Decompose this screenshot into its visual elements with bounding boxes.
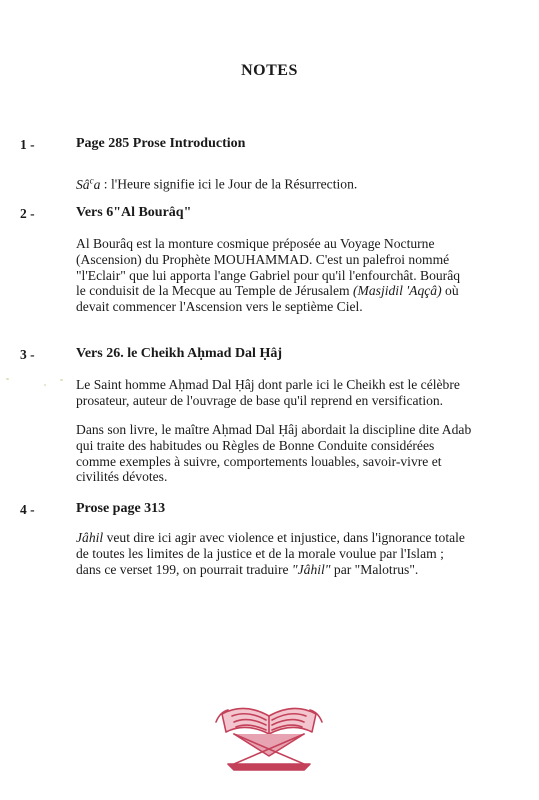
scan-speck xyxy=(6,378,9,380)
note-3-line-6: civilités dévotes. xyxy=(76,469,168,485)
scan-speck xyxy=(60,379,63,381)
note-3-line-4: qui traite des habitudes ou Règles de Bonne Conduite considérées xyxy=(76,437,435,453)
note-2-line-5: devait commencer l'Ascension vers le septième Ciel. xyxy=(76,299,363,315)
note-3-heading: Vers 26. le Cheikh Aḥmad Dal Ḥâj xyxy=(76,346,283,361)
note-3-line-2: prosateur, auteur de l'ouvrage de base qu'il reprend en versification. xyxy=(76,392,444,408)
quran-on-stand-emblem xyxy=(214,692,324,772)
page-title: NOTES xyxy=(241,62,298,79)
note-2-line-4: le conduisit de la Mecque au Temple de Jérusalem (Masjidil 'Aqçâ) où xyxy=(76,283,459,299)
note-1-paragraph xyxy=(76,173,528,192)
note-2-line-2: (Ascension) du Prophète MOUHAMMAD. C'est un palefroi nommé xyxy=(76,251,450,267)
note-3-line-1: Le Saint homme Aḥmad Dal Ḥâj dont parle ici le Cheikh est le célèbre xyxy=(76,377,460,392)
note-3-line-5: comme exemples à suivre, comportements louables, savoir-vivre et xyxy=(76,453,442,469)
note-1-number: 1 - xyxy=(20,137,35,152)
note-2-number: 2 - xyxy=(20,206,35,221)
note-1-line-1: $Sâ^ca$ : l'Heure signifie ici le Jour de la Résurrection. xyxy=(76,175,358,192)
note-2-line-3: "l'Eclair" que lui apporta l'ange Gabriel pour qu'il l'enfourchât. Bourâq xyxy=(76,267,461,283)
note-3-paragraph-1 xyxy=(76,377,528,409)
note-4-paragraph xyxy=(76,530,528,577)
term-saca: $Sâ^ca$ xyxy=(76,175,101,192)
note-3-paragraph-2 xyxy=(76,422,528,485)
note-2-line-1: Al Bourâq est la monture cosmique préposée au Voyage Nocturne xyxy=(76,236,435,251)
scan-speck xyxy=(44,384,46,386)
note-3-number: 3 - xyxy=(20,347,35,362)
term-jahil: Jâhil xyxy=(76,530,104,545)
note-4-line-1: Jâhil veut dire ici agir avec violence et injustice, dans l'ignorance totale xyxy=(76,530,465,545)
note-4-line-2: de toutes les limites de la justice et de la morale voulue par l'Islam ; xyxy=(76,545,444,561)
note-2-heading: Vers 6"Al Bourâq" xyxy=(76,205,192,220)
note-3-line-3: Dans son livre, le maître Aḥmad Dal Ḥâj abordait la discipline dite Adab xyxy=(76,422,472,437)
note-4-number: 4 - xyxy=(20,502,35,517)
note-4-line-3: dans ce verset 199, on pourrait traduire "Jâhil" par "Malotrus". xyxy=(76,561,419,577)
note-1-heading: Page 285 Prose Introduction xyxy=(76,136,246,151)
note-2-paragraph xyxy=(76,236,528,315)
note-4-heading: Prose page 313 xyxy=(76,501,166,516)
